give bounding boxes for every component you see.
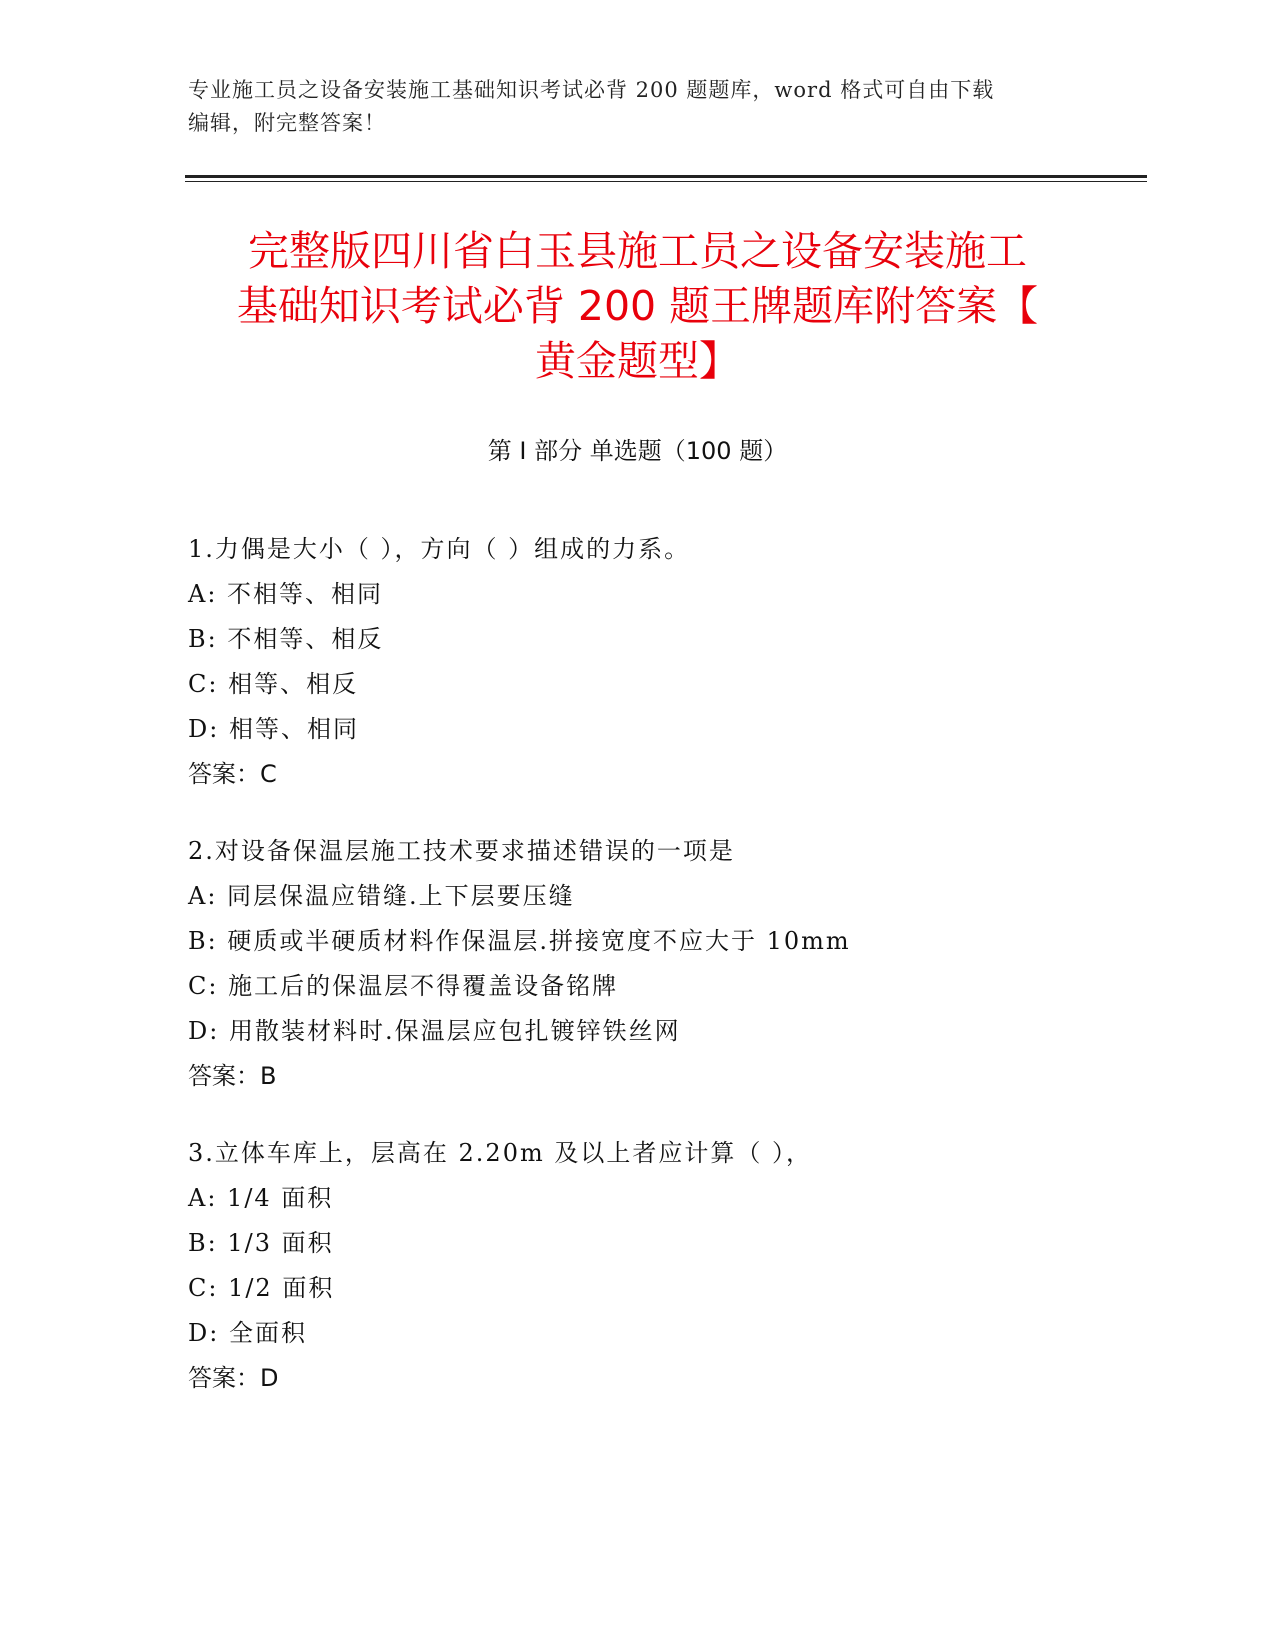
header-divider-thick: [185, 175, 1147, 178]
document-title: [150, 224, 1125, 389]
question-list: [188, 527, 1148, 1433]
question-stem: 1.力偶是大小（ ），方向（ ）组成的力系。: [188, 535, 691, 563]
option-a: A: 1/4 面积: [188, 1184, 334, 1212]
option-a: A: 不相等、相同: [188, 580, 384, 608]
option-b: B: 硬质或半硬质材料作保温层.拼接宽度不应大于 10mm: [188, 927, 851, 955]
option-b: B: 不相等、相反: [188, 625, 384, 653]
header-note-line-2: 编辑，附完整答案！: [188, 111, 386, 135]
title-line-2: 基础知识考试必背 200 题王牌题库附答案【: [236, 282, 1039, 330]
header-note-line-1: 专业施工员之设备安装施工基础知识考试必背 200 题题库，word 格式可自由下载: [188, 78, 995, 102]
question-stem: 2.对设备保温层施工技术要求描述错误的一项是: [188, 837, 735, 865]
option-a: A: 同层保温应错缝.上下层要压缝: [188, 882, 575, 910]
document-header-note: [188, 74, 1088, 140]
answer-label: 答案：D: [188, 1364, 279, 1392]
option-c: C: 1/2 面积: [188, 1274, 335, 1302]
title-line-3: 黄金题型】: [535, 337, 740, 385]
question-stem: 3.立体车库上，层高在 2.20m 及以上者应计算（ ），: [188, 1139, 812, 1167]
option-b: B: 1/3 面积: [188, 1229, 334, 1257]
answer-label: 答案：B: [188, 1062, 277, 1090]
header-divider-thin: [185, 181, 1147, 182]
option-d: D: 全面积: [188, 1319, 307, 1347]
question-2: [188, 829, 1148, 1099]
answer-label: 答案：C: [188, 760, 277, 788]
section-heading: 第 I 部分 单选题（100 题）: [487, 437, 788, 465]
question-3: [188, 1131, 1148, 1401]
option-d: D: 相等、相同: [188, 715, 359, 743]
option-c: C: 施工后的保温层不得覆盖设备铭牌: [188, 972, 619, 1000]
option-d: D: 用散装材料时.保温层应包扎镀锌铁丝网: [188, 1017, 681, 1045]
question-1: [188, 527, 1148, 797]
option-c: C: 相等、相反: [188, 670, 359, 698]
title-line-1: 完整版四川省白玉县施工员之设备安装施工: [248, 227, 1027, 275]
